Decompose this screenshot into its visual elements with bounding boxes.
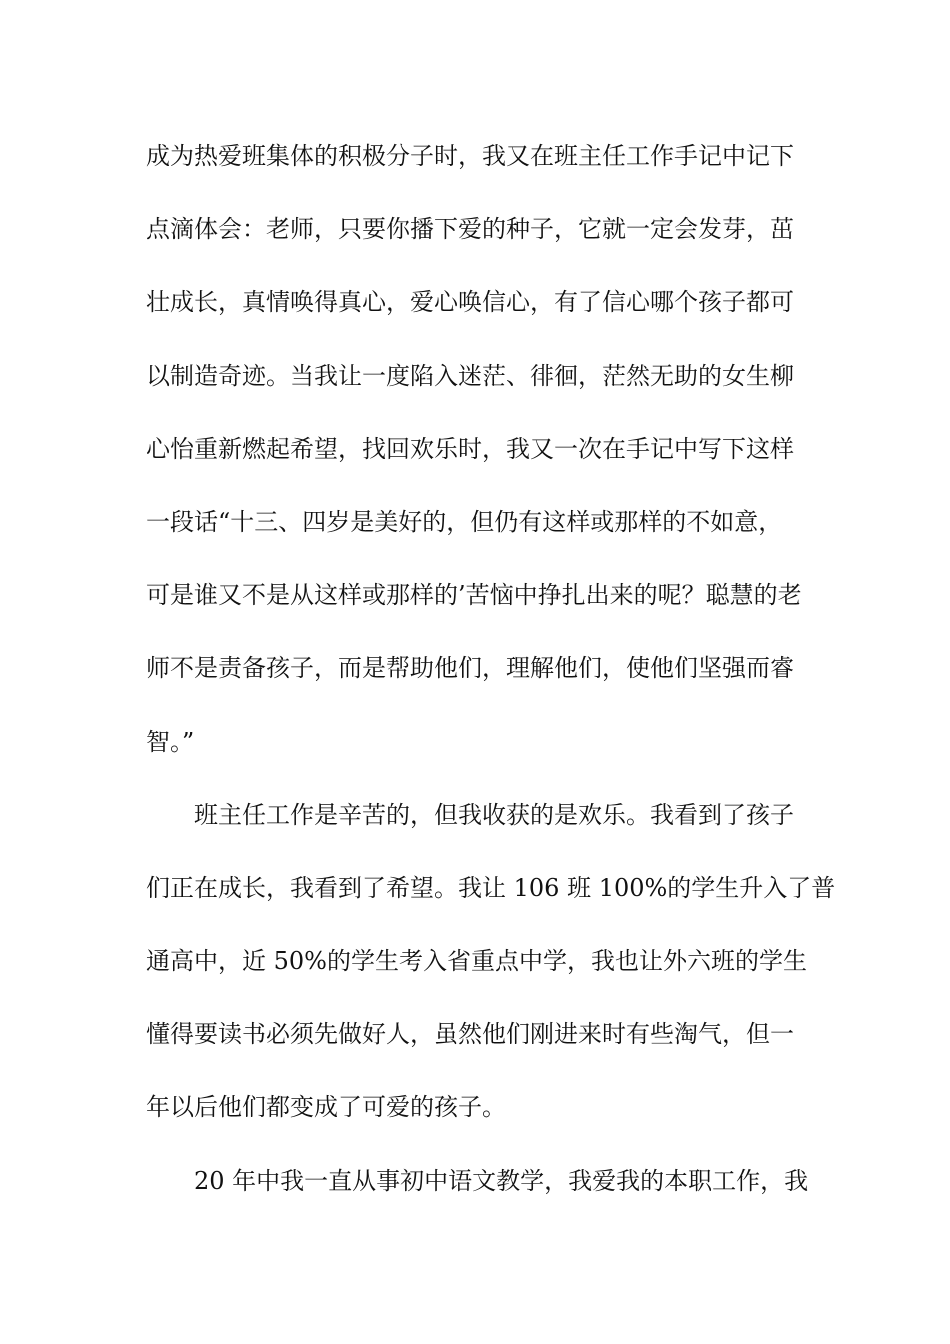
paragraph-start-line: 班主任工作是辛苦的，但我收获的是欢乐。我看到了孩子 (194, 800, 794, 829)
text-line: 们正在成长，我看到了希望。我让 106 班 100%的学生升入了普 (146, 873, 836, 902)
text-line: 成为热爱班集体的积极分子时，我又在班主任工作手记中记下 (146, 142, 794, 170)
text-line: 以制造奇迹。当我让一度陷入迷茫、徘徊，茫然无助的女生柳 (146, 361, 794, 390)
text-line: 智。” (146, 727, 195, 756)
text-line: 一段话“十三、四岁是美好的，但仍有这样或那样的不如意， (146, 507, 783, 536)
paragraph-start-line: 20 年中我一直从事初中语文教学，我爱我的本职工作，我 (194, 1166, 809, 1195)
text-line: 心怡重新燃起希望，找回欢乐时，我又一次在手记中写下这样 (146, 434, 794, 463)
text-line: 壮成长，真情唤得真心，爱心唤信心，有了信心哪个孩子都可 (146, 288, 794, 317)
text-line: 年以后他们都变成了可爱的孩子。 (146, 1093, 506, 1122)
body-text (146, 132, 836, 1230)
text-line: 点滴体会：老师，只要你播下爱的种子，它就一定会发芽，茁 (146, 215, 794, 244)
text-line: 可是谁又不是从这样或那样的’苦恼中挣扎出来的呢？聪慧的老 (146, 581, 802, 610)
text-line: 师不是责备孩子，而是帮助他们，理解他们，使他们坚强而睿 (146, 654, 794, 683)
text-line: 通高中，近 50%的学生考入省重点中学，我也让外六班的学生 (146, 947, 807, 976)
text-line: 懂得要读书必须先做好人，虽然他们刚进来时有些淘气，但一 (146, 1020, 794, 1049)
